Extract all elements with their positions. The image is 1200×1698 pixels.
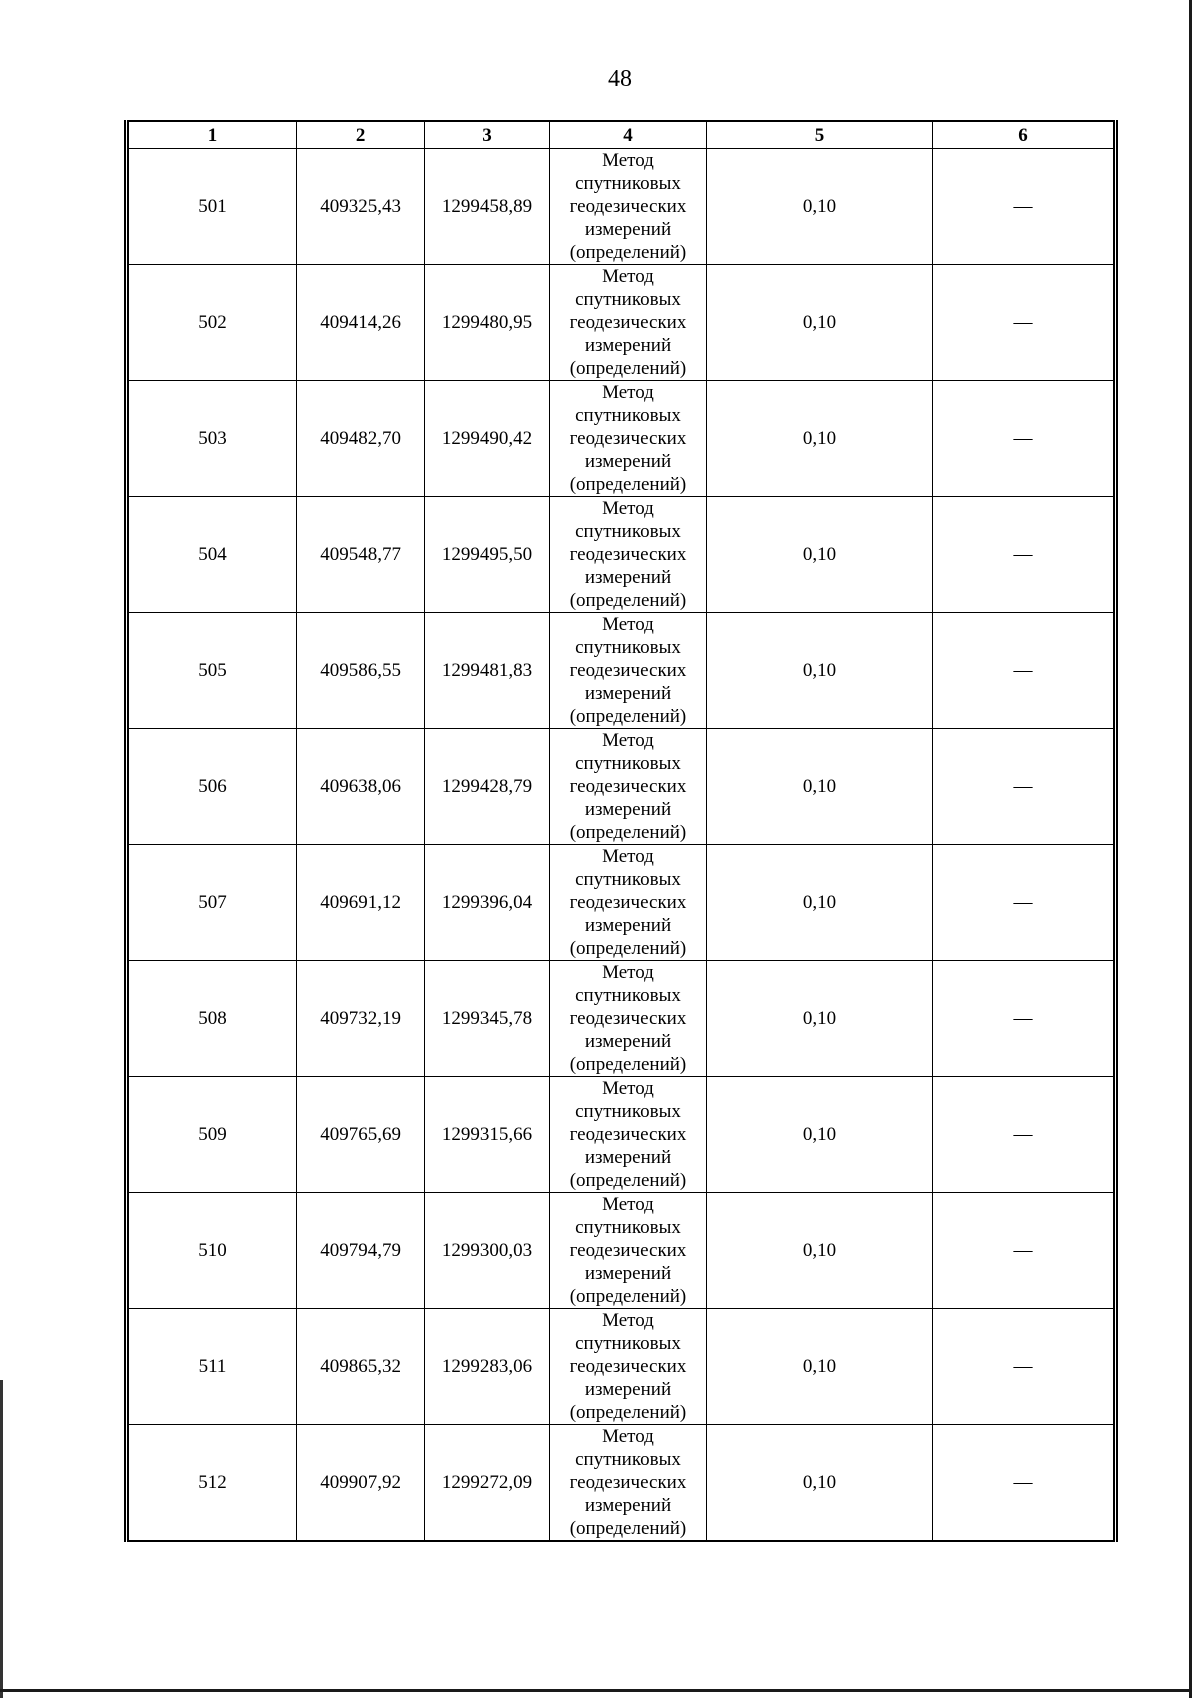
- method-line: (определений): [569, 242, 687, 263]
- method-line: измерений: [584, 915, 672, 936]
- x-coordinate-cell: 409732,19: [297, 961, 425, 1077]
- method-line: (определений): [569, 1170, 687, 1191]
- point-number-cell: 506: [127, 729, 297, 845]
- method-line: Метод: [602, 730, 654, 751]
- method-line: измерений: [584, 799, 672, 820]
- point-number-cell: 501: [127, 149, 297, 265]
- method-line: (определений): [569, 706, 687, 727]
- method-line: (определений): [569, 1054, 687, 1075]
- method-cell: [549, 613, 706, 729]
- method-line: геодезических: [569, 892, 687, 913]
- y-coordinate-cell: 1299495,50: [425, 497, 550, 613]
- y-coordinate-cell: 1299458,89: [425, 149, 550, 265]
- x-coordinate-cell: 409482,70: [297, 381, 425, 497]
- method-line: геодезических: [569, 1240, 687, 1261]
- method-line: измерений: [584, 451, 672, 472]
- note-cell: —: [933, 613, 1116, 729]
- table-row: [127, 845, 1116, 961]
- table-row: [127, 1425, 1116, 1542]
- point-number-cell: 507: [127, 845, 297, 961]
- accuracy-cell: 0,10: [707, 1077, 933, 1193]
- method-line: спутниковых: [575, 173, 681, 194]
- y-coordinate-cell: 1299396,04: [425, 845, 550, 961]
- method-line: (определений): [569, 358, 687, 379]
- method-cell: [549, 845, 706, 961]
- note-cell: —: [933, 729, 1116, 845]
- method-line: геодезических: [569, 544, 687, 565]
- method-line: Метод: [602, 382, 654, 403]
- method-line: геодезических: [569, 776, 687, 797]
- method-line: измерений: [584, 567, 672, 588]
- method-cell: [549, 381, 706, 497]
- y-coordinate-cell: 1299315,66: [425, 1077, 550, 1193]
- method-line: измерений: [584, 1031, 672, 1052]
- point-number-cell: 505: [127, 613, 297, 729]
- table-row: [127, 1309, 1116, 1425]
- method-line: геодезических: [569, 1356, 687, 1377]
- x-coordinate-cell: 409414,26: [297, 265, 425, 381]
- method-line: (определений): [569, 1402, 687, 1423]
- y-coordinate-cell: 1299428,79: [425, 729, 550, 845]
- method-line: спутниковых: [575, 289, 681, 310]
- accuracy-cell: 0,10: [707, 1309, 933, 1425]
- table-row: [127, 613, 1116, 729]
- x-coordinate-cell: 409325,43: [297, 149, 425, 265]
- method-line: геодезических: [569, 196, 687, 217]
- method-line: измерений: [584, 335, 672, 356]
- note-cell: —: [933, 265, 1116, 381]
- method-line: геодезических: [569, 1124, 687, 1145]
- table-header-row: [127, 121, 1116, 149]
- accuracy-cell: 0,10: [707, 149, 933, 265]
- y-coordinate-cell: 1299283,06: [425, 1309, 550, 1425]
- note-cell: —: [933, 961, 1116, 1077]
- y-coordinate-cell: 1299490,42: [425, 381, 550, 497]
- accuracy-cell: 0,10: [707, 613, 933, 729]
- table-row: [127, 265, 1116, 381]
- method-line: (определений): [569, 938, 687, 959]
- method-line: (определений): [569, 1286, 687, 1307]
- x-coordinate-cell: 409586,55: [297, 613, 425, 729]
- table-row: [127, 1193, 1116, 1309]
- method-cell: [549, 1425, 706, 1542]
- method-line: измерений: [584, 1263, 672, 1284]
- y-coordinate-cell: 1299480,95: [425, 265, 550, 381]
- method-line: спутниковых: [575, 1449, 681, 1470]
- method-line: спутниковых: [575, 405, 681, 426]
- method-line: измерений: [584, 219, 672, 240]
- note-cell: —: [933, 845, 1116, 961]
- method-line: Метод: [602, 1310, 654, 1331]
- method-cell: [549, 265, 706, 381]
- point-number-cell: 509: [127, 1077, 297, 1193]
- method-line: Метод: [602, 614, 654, 635]
- method-line: Метод: [602, 846, 654, 867]
- method-cell: [549, 729, 706, 845]
- x-coordinate-cell: 409865,32: [297, 1309, 425, 1425]
- method-line: спутниковых: [575, 869, 681, 890]
- table-body: [127, 149, 1116, 1542]
- method-line: спутниковых: [575, 985, 681, 1006]
- accuracy-cell: 0,10: [707, 1425, 933, 1542]
- method-line: спутниковых: [575, 521, 681, 542]
- x-coordinate-cell: 409548,77: [297, 497, 425, 613]
- x-coordinate-cell: 409765,69: [297, 1077, 425, 1193]
- method-line: Метод: [602, 962, 654, 983]
- x-coordinate-cell: 409691,12: [297, 845, 425, 961]
- note-cell: —: [933, 497, 1116, 613]
- point-number-cell: 510: [127, 1193, 297, 1309]
- table-row: [127, 961, 1116, 1077]
- scan-edge-bottom: [0, 1689, 1192, 1692]
- note-cell: —: [933, 1077, 1116, 1193]
- method-line: спутниковых: [575, 753, 681, 774]
- method-cell: [549, 497, 706, 613]
- note-cell: —: [933, 149, 1116, 265]
- method-line: Метод: [602, 150, 654, 171]
- scan-edge-right: [1189, 0, 1192, 1698]
- header-col-1: 1: [127, 121, 297, 149]
- method-line: геодезических: [569, 660, 687, 681]
- table-row: [127, 149, 1116, 265]
- method-cell: [549, 1193, 706, 1309]
- note-cell: —: [933, 1309, 1116, 1425]
- accuracy-cell: 0,10: [707, 381, 933, 497]
- accuracy-cell: 0,10: [707, 265, 933, 381]
- scan-edge-left: [0, 1380, 3, 1698]
- point-number-cell: 508: [127, 961, 297, 1077]
- method-line: измерений: [584, 683, 672, 704]
- header-col-5: 5: [707, 121, 933, 149]
- method-line: измерений: [584, 1147, 672, 1168]
- method-cell: [549, 149, 706, 265]
- note-cell: —: [933, 1193, 1116, 1309]
- method-line: геодезических: [569, 1472, 687, 1493]
- table-row: [127, 381, 1116, 497]
- method-line: (определений): [569, 590, 687, 611]
- table-row: [127, 497, 1116, 613]
- accuracy-cell: 0,10: [707, 729, 933, 845]
- table-row: [127, 729, 1116, 845]
- method-line: геодезических: [569, 1008, 687, 1029]
- method-line: спутниковых: [575, 637, 681, 658]
- point-number-cell: 503: [127, 381, 297, 497]
- header-col-3: 3: [425, 121, 550, 149]
- method-line: (определений): [569, 1518, 687, 1539]
- y-coordinate-cell: 1299272,09: [425, 1425, 550, 1542]
- y-coordinate-cell: 1299345,78: [425, 961, 550, 1077]
- method-line: геодезических: [569, 312, 687, 333]
- y-coordinate-cell: 1299300,03: [425, 1193, 550, 1309]
- table-row: [127, 1077, 1116, 1193]
- method-cell: [549, 1309, 706, 1425]
- accuracy-cell: 0,10: [707, 961, 933, 1077]
- y-coordinate-cell: 1299481,83: [425, 613, 550, 729]
- header-col-2: 2: [297, 121, 425, 149]
- method-line: (определений): [569, 822, 687, 843]
- accuracy-cell: 0,10: [707, 845, 933, 961]
- method-line: Метод: [602, 266, 654, 287]
- point-number-cell: 512: [127, 1425, 297, 1542]
- method-line: (определений): [569, 474, 687, 495]
- note-cell: —: [933, 381, 1116, 497]
- method-line: спутниковых: [575, 1101, 681, 1122]
- page-number: 48: [608, 66, 632, 92]
- point-number-cell: 502: [127, 265, 297, 381]
- method-cell: [549, 961, 706, 1077]
- method-line: Метод: [602, 1078, 654, 1099]
- accuracy-cell: 0,10: [707, 1193, 933, 1309]
- method-line: спутниковых: [575, 1333, 681, 1354]
- method-line: измерений: [584, 1495, 672, 1516]
- point-number-cell: 511: [127, 1309, 297, 1425]
- method-line: геодезических: [569, 428, 687, 449]
- x-coordinate-cell: 409907,92: [297, 1425, 425, 1542]
- method-line: Метод: [602, 498, 654, 519]
- method-cell: [549, 1077, 706, 1193]
- method-line: измерений: [584, 1379, 672, 1400]
- point-number-cell: 504: [127, 497, 297, 613]
- note-cell: —: [933, 1425, 1116, 1542]
- header-col-6: 6: [933, 121, 1116, 149]
- x-coordinate-cell: 409794,79: [297, 1193, 425, 1309]
- header-col-4: 4: [549, 121, 706, 149]
- x-coordinate-cell: 409638,06: [297, 729, 425, 845]
- method-line: Метод: [602, 1426, 654, 1447]
- method-line: Метод: [602, 1194, 654, 1215]
- accuracy-cell: 0,10: [707, 497, 933, 613]
- coordinates-table: [124, 120, 1118, 1542]
- method-line: спутниковых: [575, 1217, 681, 1238]
